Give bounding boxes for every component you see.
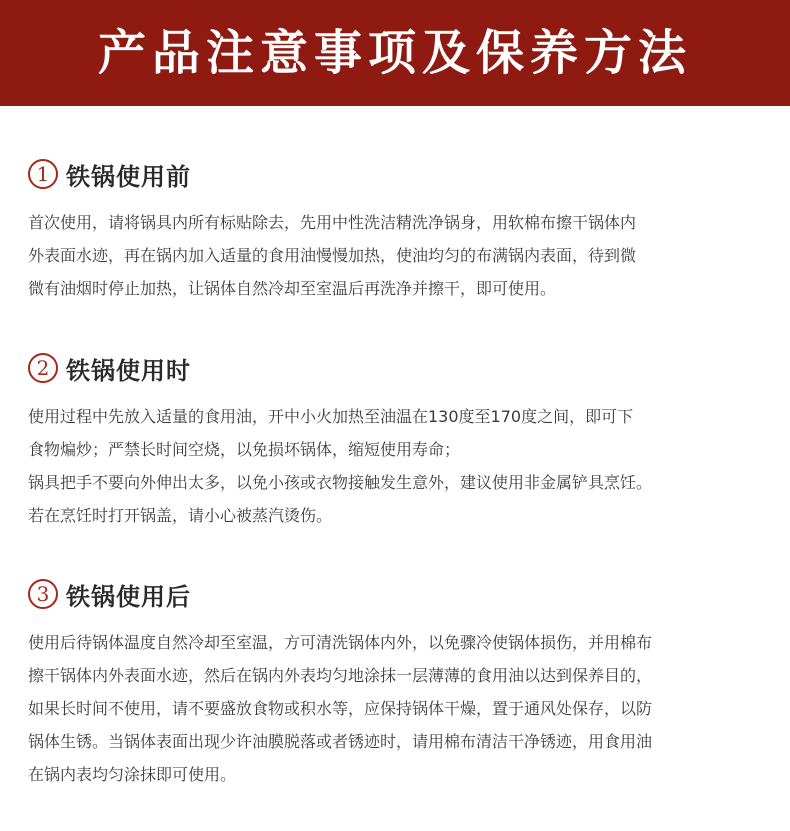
section-during-use	[28, 350, 768, 532]
body-line: 擦干锅体内外表面水迹，然后在锅内外表均匀地涂抹一层薄薄的食用油以达到保养目的，	[28, 666, 653, 685]
section-body	[28, 626, 768, 791]
section-number-badge: 1	[28, 159, 58, 189]
section-before-use	[28, 156, 768, 305]
section-title: 铁锅使用前	[66, 162, 191, 191]
page-title: 产品注意事项及保养方法	[97, 25, 692, 81]
section-body	[28, 206, 768, 305]
section-header	[28, 350, 768, 386]
body-line: 使用过程中先放入适量的食用油，开中小火加热至油温在130度至170度之间，即可下	[28, 407, 634, 426]
body-line: 使用后待锅体温度自然冷却至室温，方可清洗锅体内外，以免骤冷使锅体损伤，并用棉布	[28, 633, 653, 652]
body-line: 外表面水迹，再在锅内加入适量的食用油慢慢加热，使油均匀的布满锅内表面，待到微	[28, 246, 637, 265]
body-line: 在锅内表均匀涂抹即可使用。	[28, 765, 237, 784]
body-line: 锅具把手不要向外伸出太多，以免小孩或衣物接触发生意外，建议使用非金属铲具烹饪。	[28, 473, 653, 492]
section-title: 铁锅使用时	[66, 356, 191, 385]
body-line: 微有油烟时停止加热，让锅体自然冷却至室温后再洗净并擦干，即可使用。	[28, 279, 557, 298]
section-number-badge: 3	[28, 579, 58, 609]
section-header	[28, 576, 768, 612]
body-line: 如果长时间不使用，请不要盛放食物或积水等，应保持锅体干燥，置于通风处保存，以防	[28, 699, 653, 718]
body-line: 锅体生锈。当锅体表面出现少许油膜脱落或者锈迹时，请用棉布清洁干净锈迹，用食用油	[28, 732, 653, 751]
section-body	[28, 400, 768, 532]
section-after-use	[28, 576, 768, 791]
section-number-badge: 2	[28, 353, 58, 383]
section-header	[28, 156, 768, 192]
body-line: 若在烹饪时打开锅盖，请小心被蒸汽烫伤。	[28, 506, 333, 525]
body-line: 食物煸炒；严禁长时间空烧，以免损坏锅体，缩短使用寿命；	[28, 440, 461, 459]
header-banner	[0, 0, 790, 106]
section-title: 铁锅使用后	[66, 582, 191, 611]
body-line: 首次使用，请将锅具内所有标贴除去，先用中性洗洁精洗净锅身，用软棉布擦干锅体内	[28, 213, 637, 232]
